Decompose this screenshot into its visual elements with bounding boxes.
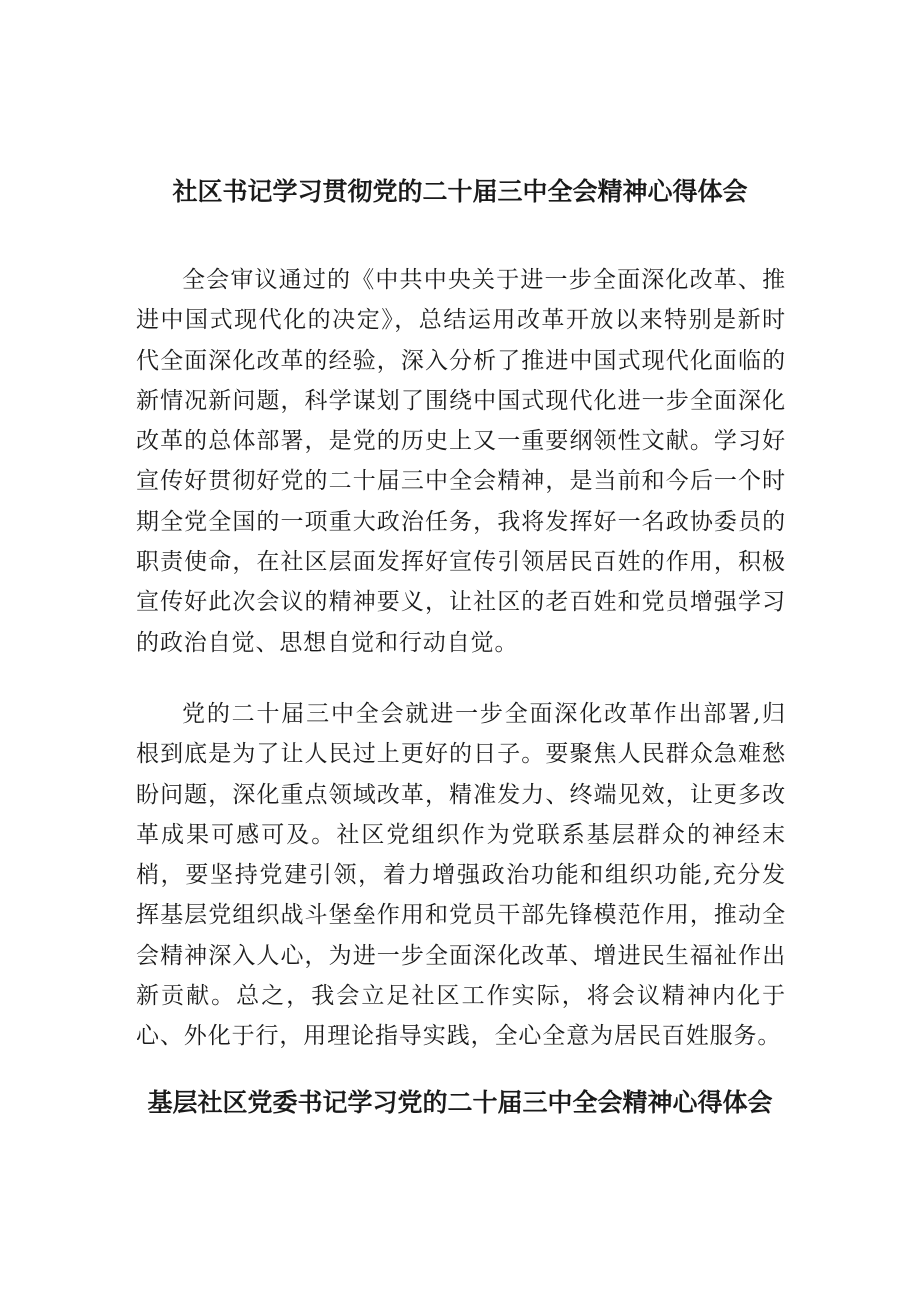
- second-article-title: 基层社区党委书记学习党的二十届三中全会精神心得体会: [147, 1088, 773, 1117]
- paragraph-2: 党的二十届三中全会就进一步全面深化改革作出部署,归根到底是为了让人民过上更好的日子。要聚焦人民群众急难愁盼问题，深化重点领域改革，精准发力、终端见效，让更多改革成果可感可及。社区党组织作为党联系基层群众的神经末梢，要坚持党建引领，着力增强政治功能和组织功能,充分发挥基层党组织战斗堡垒作用和党员干部先锋模范作用，推动全会精神深入人心，为进一步全面深化改革、增进民生福祉作出新贡献。总之，我会立足社区工作实际，将会议精神内化于心、外化于行，用理论指导实践，全心全意为居民百姓服务。: [136, 701, 786, 1050]
- document-title: 社区书记学习贯彻党的二十届三中全会精神心得体会: [172, 177, 748, 206]
- paragraph-1: 全会审议通过的《中共中央关于进一步全面深化改革、推进中国式现代化的决定》，总结运用改革开放以来特别是新时代全面深化改革的经验，深入分析了推进中国式现代化面临的新情况新问题，科学谋划了围绕中国式现代化进一步全面深化改革的总体部署，是党的历史上又一重要纲领性文献。学习好宣传好贯彻好党的二十届三中全会精神，是当前和今后一个时期全党全国的一项重大政治任务，我将发挥好一名政协委员的职责使命，在社区层面发挥好宣传引领居民百姓的作用，积极宣传好此次会议的精神要义，让社区的老百姓和党员增强学习的政治自觉、思想自觉和行动自觉。: [136, 267, 786, 656]
